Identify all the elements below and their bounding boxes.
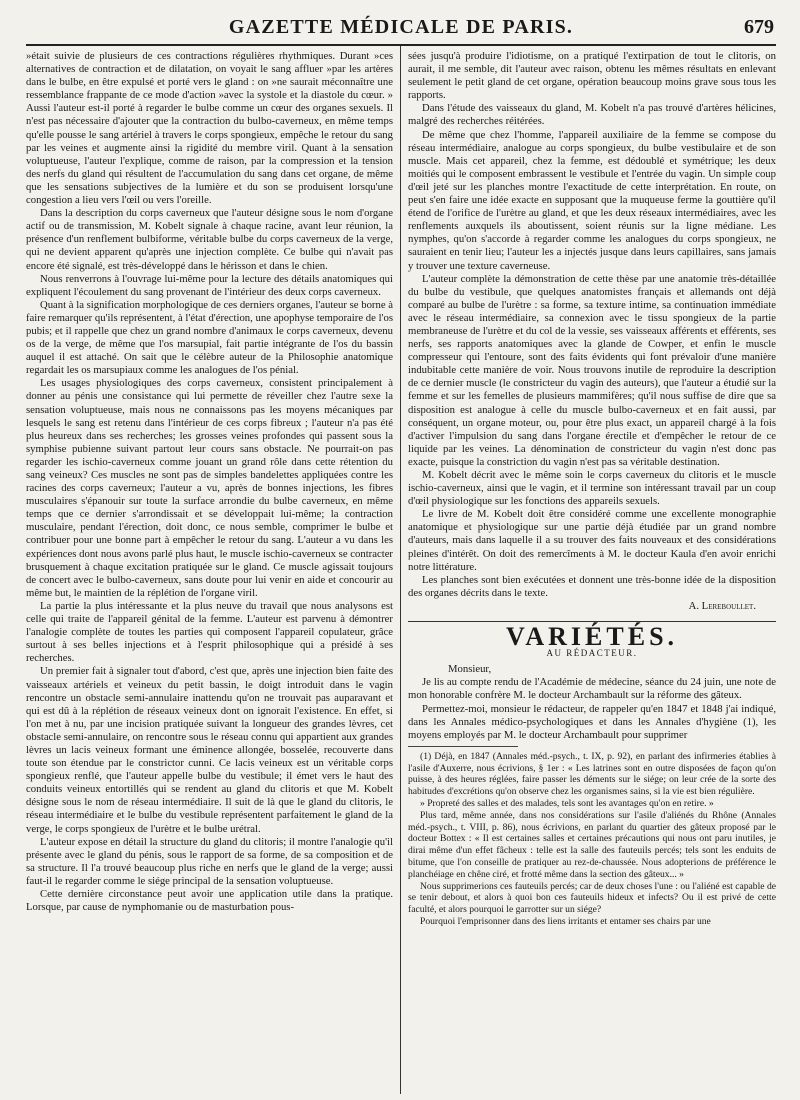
letter-paragraph: Permettez-moi, monsieur le rédacteur, de rappeler qu'en 1847 et 1848 j'ai indiqué, dans les Annales médico-psychologiques et dans les Annales d'hygiène (1), les moyens employés par M. le docteur Archambault pour supprimer (408, 702, 776, 741)
paragraph: De même que chez l'homme, l'appareil auxiliaire de la femme se compose du réseau intermédiaire, analogue au corps spongieux, du bulbe vestibulaire et de son muscle. Mais cet appareil, chez la femme, est dédoublé et symétrique; les deux moitiés qui le composent embrassent le vestibule et l'entrée du vagin. Un simple coup d'œil jeté sur les planches montre l'exactitude de cette interprétation. En route, on peut s'en faire une idée exacte en supposant que la muqueuse ferme la gouttière qu'il étend de l'orifice de l'urètre au gland, et que les deux réseaux intermédiaires, avec les renflements auxquels ils aboutissent, soient réunis sur la ligne médiane. Les nymphes, qu'on s'accorde à regarder comme les analogues du corps spongieux, ne sauraient en tenir lieu; l'auteur les a injectés jusque dans leurs capillaires, sans jamais y trouver une texture caverneuse. (408, 128, 776, 272)
page-number: 679 (744, 16, 774, 38)
left-column (26, 50, 393, 914)
letter-paragraph: Je lis au compte rendu de l'Académie de médecine, séance du 24 juin, une note de mon honorable confrère M. le docteur Archambault sur la réforme des gâteux. (408, 676, 776, 702)
footnote-paragraph: Nous supprimerions ces fauteuils percés; car de deux choses l'une : ou l'aliéné est capable de se tenir debout, et alors à quoi bon ces fauteuils hideux et infects? Ou il est privé de cette faculté, et alors pourquoi le garrotter sur un siége? (408, 880, 776, 916)
paragraph: Dans la description du corps caverneux que l'auteur désigne sous le nom d'organe actif ou de transmission, M. Kobelt signale à chaque racine, avant leur réunion, la présence d'un renflement bulbiforme, véritable bulbe du corps caverneux de la verge, qui ne devient apparent qu'après une injection complète. Ce bulbe qui n'avait pas encore été signalé, est très-développé dans le hérisson et dans le chien. (26, 207, 393, 272)
section-subtitle: AU RÉDACTEUR. (546, 648, 638, 659)
paragraph: Le livre de M. Kobelt doit être considéré comme une excellente monographie anatomique et physiologique sur une partie déjà étudiée par un grand nombre d'auteurs, mais dans laquelle il a su trouver des faits nouveaux et des considérations pleines d'intérêt. On doit des remercîments à M. le docteur Kaula d'en avoir enrichi notre littérature. (408, 508, 776, 573)
paragraph: Les planches sont bien exécutées et donnent une très-bonne idée de la disposition des organes décrits dans le texte. (408, 573, 776, 599)
paragraph: M. Kobelt décrit avec le même soin le corps caverneux du clitoris et le muscle ischio-caverneux, ainsi que le vagin, et il termine son intéressant travail par un coup d'œil physiologique sur les fonctions des appareils sexuels. (408, 469, 776, 508)
footnote-rule (408, 746, 518, 747)
paragraph: Nous renverrons à l'ouvrage lui-même pour la lecture des détails anatomiques qui expliquent l'écoulement du sang provenant de l'intérieur des deux corps caverneux. (26, 272, 393, 298)
right-column (408, 50, 776, 928)
paragraph: Dans l'étude des vaisseaux du gland, M. Kobelt n'a pas trouvé d'artères hélicines, malgré des recherches réitérées. (408, 102, 776, 128)
footnote-paragraph: » Propreté des salles et des malades, tels sont les avantages qu'on en retire. » (420, 797, 714, 809)
paragraph: L'auteur complète la démonstration de cette thèse par une anatomie très-détaillée du bulbe du vestibule, que quelques anatomistes français et allemands ont déjà comparé au bulbe de l'urètre : sa forme, sa texture intime, sa continuation immédiate avec le réseau intermédiaire, sa connexion avec le tissu spongieux de la partie membraneuse de l'urètre et du col de la vessie, ses vaisseaux afférents et efférents, ses nerfs, ses rapports anatomiques avec la glande de Cowper, et enfin le muscle compresseur qui l'entoure, sont des faits évidents qui font prévaloir d'une manière indubitable cette manière de voir. Nous trouvons inutile de reproduire la description de ce dernier muscle (le constricteur du vagin des auteurs), que l'auteur a étudié sur la femme et sur les femelles de plusieurs mammifères; qu'il nous suffise de dire que sa disposition est analogue à celle du muscle bulbo-caverneux et en fait aussi, par conséquent, un organe moteur, ou, pour être plus exact, un appareil chargé à la fois d'activer l'impulsion du sang dans l'organe érectile et d'empêcher le retour de ce liquide par les veines. La dénomination de constricteur du vagin n'est donc pas exacte, puisque la constriction du vagin n'est pas sa véritable destination. (408, 272, 776, 468)
paragraph: Un premier fait à signaler tout d'abord, c'est que, après une injection bien faite des vaisseaux artériels et veineux du petit bassin, le doigt introduit dans le vagin rencontre un obstacle semi-annulaire inattendu qu'on ne trouvait pas auparavant et qui est dû à la réplétion de réseaux veineux dont on ignorait l'existence. En effet, si l'on met à nu, par une incision pratiquée suivant la longueur des grandes lèvres, cet obstacle semi-annulaire, on rencontre sous le réseau connu qui appartient aux grandes lèvres un lacis veineux formant une éminence allongée, bosselée, recouverte dans toute son étendue par le constrictor cunni. Ce lacis veineux est un véritable corps spongieux renflé, que l'auteur appelle bulbe du vestibule; il émet vers le haut des conduits veineux entortillés qui se rendent au gland du clitoris et que M. Kobelt désigne sous le nom de réseau intermédiaire. Il suit de là que le gland du clitoris, le réseau intermédiaire et le bulbe du vestibule représentent parfaitement le gland de la verge, le corps spongieux de l'urètre et le bulbe urétral. (26, 665, 393, 835)
footnote-paragraph: Plus tard, même année, dans nos considérations sur l'asile d'aliénés du Rhône (Annales méd.-psych., t. VIII, p. 86), nous écrivions, en parlant du quartier des gâteux proposé par le docteur Bottex : « Il est certaines salles et certaines précautions qui nous ont paru inutiles, je dirai même d'un effet fâcheux : telle est la salle des fauteuils percés; tels sont les enduits de bitume, que l'on conseille de pratiquer au rez-de-chaussée. Nous adopterions de préférence le planchéiage en chêne ciré, et frotté même dans la section des gâteux... » (408, 809, 776, 880)
column-divider (400, 46, 401, 1094)
page-header (26, 14, 776, 46)
paragraph: La partie la plus intéressante et la plus neuve du travail que nous analysons est celle qui traite de l'appareil génital de la femme. L'auteur est parvenu à démontrer l'analogie complète de toutes les parties qui composent l'appareil copulateur, grâce surtout à ses belles injections et à l'esprit philosophique qui a présidé à ses recherches. (26, 599, 393, 665)
salutation: Monsieur, (448, 663, 492, 676)
footnotes (408, 751, 776, 928)
footnote-paragraph: (1) Déjà, en 1847 (Annales méd.-psych., t. IX, p. 92), en parlant des infirmeries établies à l'asile d'Auxerre, nous écrivions, § 1er : « Les latrines sont en outre disposées de façon qu'on puisse, à des heures réglées, faire passer les déments sur le siége; on leur crée de la sorte des habitudes d'excrétions qu'on observe chez les organismes sains, si la vie est bien régulière. (408, 750, 776, 798)
paragraph: Les usages physiologiques des corps caverneux, consistent principalement à donner au pénis une consistance qui lui permette de réveiller chez l'autre sexe la sensation voluptueuse, mais nous ne connaissons pas les moyens mécaniques par lesquels le sang est retenu dans l'intérieur de ces corps fibreux ; l'auteur n'a pas été plus heureux dans ses recherches; les grosses veines profondes qui passent sous la symphise pubienne suivant partout leur cours sans obstacle. Ne pourrait-on pas regarder les ischio-caverneux comme jouant un grand rôle dans cette rétention du sang veineux? Ces muscles ne sont pas de simples bandelettes appliquées contre les racines des corps caverneux; l'auteur a vu, après de bonnes injections, les fibres musculaires s'épanouir sur toute la surface arrondie du bulbe caverneux, en même temps que ce dernier s'arrondissait et se développait lui-même; la contraction musculaire, pendant l'érection, doit donc, ce nous semble, comprimer le bulbe et contribuer pour une bonne part à empêcher le retour du sang. L'auteur a vu dans les expériences dont nous avons parlé plus haut, le muscle ischio-caverneux se contracter brusquement à chaque excitation pratiquée sur le gland. Ce muscle agissait toujours de concert avec le bulbo-caverneux, sans doute pour lui venir en aide et concourir au même but, le maintien de la réplétion de l'organe viril. (26, 377, 393, 599)
footnote-paragraph: Pourquoi l'emprisonner dans des liens irritants et entamer ses chairs par une (420, 915, 711, 927)
paragraph: »était suivie de plusieurs de ces contractions régulières rhythmiques. Durant »ces alternatives de contraction et de dilatation, on voyait le sang affluer »par les artères dans le bulbe, en être expulsé et porté vers le gland : on »ne saurait méconnaître une ressemblance frappante de ce mode d'action »avec la systole et la diastole du cœur. » Aussi l'auteur est-il porté à regarder le bulbe comme un cœur des organes sexuels. Il n'est pas nécessaire d'ajouter que la contraction du bulbo-caverneux, en même temps qu'elle pousse le sang artériel à travers le corps spongieux, empêche le retour du sang par les veines et augmente ainsi la rigidité du membre viril. Quant à la sensation voluptueuse, l'auteur l'explique, comme de raison, par la compression et la tension des nerfs du gland qui résultent de l'accumulation du sang dans cet organe, de même que les sensations subjectives de la lumière et du son se produisent lorsqu'une congestion a lieu vers l'œil ou vers l'oreille. (26, 50, 393, 207)
paragraph: sées jusqu'à produire l'idiotisme, on a pratiqué l'extirpation de tout le clitoris, on aurait, il me semble, dit l'auteur avec raison, obtenu les mêmes résultats en enlevant seulement le petit gland de cet organe, opération beaucoup moins grave sous tous les rapports. (408, 50, 776, 102)
article-signature: A. Lereboullet. (688, 599, 756, 612)
paragraph: Quant à la signification morphologique de ces derniers organes, l'auteur se borne à faire remarquer qu'ils représentent, à l'état d'érection, une apophyse temporaire de l'os pubis; et il rappelle que chez un grand nombre d'animaux le corps caverneux, devenu os de la verge, de même que l'os marsupial, fait partie intégrante de l'os du bassin auquel il est attaché. On sait que le célèbre auteur de la Philosophie anatomique regardait les os marsupiaux comme les analogues de l'os pénial. (26, 298, 393, 377)
paragraph: L'auteur expose en détail la structure du gland du clitoris; il montre l'analogie qu'il présente avec le gland du pénis, sous le rapport de sa forme, de sa composition et de sa structure. Il l'a trouvé beaucoup plus riche en nerfs que le gland de la verge; aussi faut-il le regarder comme le siége principal de la sensation voluptueuse. (26, 835, 393, 887)
paragraph: Cette dernière circonstance peut avoir une application utile dans la pratique. Lorsque, par cause de nymphomanie ou de masturbation pous- (26, 888, 393, 914)
section-title: VARIÉTÉS. (505, 622, 679, 652)
journal-title: GAZETTE MÉDICALE DE PARIS. (228, 16, 574, 38)
